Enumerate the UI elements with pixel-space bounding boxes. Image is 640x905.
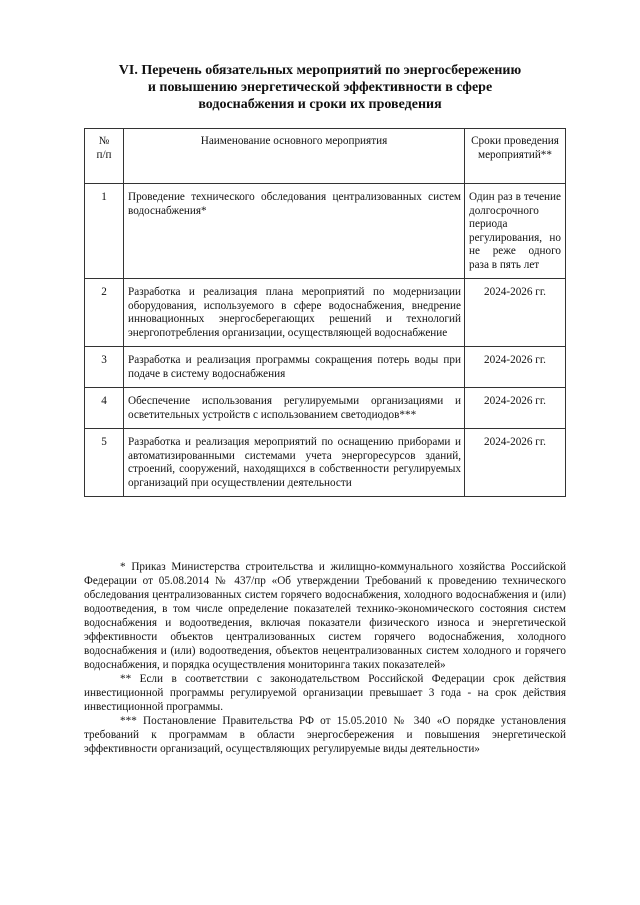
header-term-line: мероприятий** xyxy=(478,148,552,161)
row-number: 4 xyxy=(85,388,124,429)
header-term xyxy=(465,129,566,184)
table-row xyxy=(85,279,566,347)
section-title xyxy=(80,62,560,113)
row-term: 2024-2026 гг. xyxy=(465,347,566,388)
table-row xyxy=(85,429,566,497)
table-row xyxy=(85,184,566,279)
row-term: 2024-2026 гг. xyxy=(465,388,566,429)
section-title-line: VI. Перечень обязательных мероприятий по энергосбережению xyxy=(118,63,522,78)
row-name: Обеспечение использования регулируемыми организациями и осветительных устройств с использованием светодиодов*** xyxy=(124,388,465,429)
footnote: ** Если в соответствии с законодательством Российской Федерации срок действия инвестиционной программы регулируемой организации превышает 3 года - на срок действия инвестиционной программы. xyxy=(84,673,566,713)
row-name: Разработка и реализация плана мероприятий по модернизации оборудования, используемого в сфере водоснабжения, внедрение инновационных энергосберегающих решений и технологий энергопотребления организации, осуществляющей водоснабжение xyxy=(124,279,465,347)
section-title-line: водоснабжения и сроки их проведения xyxy=(198,97,442,112)
row-term: 2024-2026 гг. xyxy=(465,279,566,347)
row-name: Проведение технического обследования централизованных систем водоснабжения* xyxy=(124,184,465,279)
header-term-line: Сроки проведения xyxy=(471,135,559,147)
row-number: 1 xyxy=(85,184,124,279)
header-number-line: № xyxy=(98,135,110,147)
footnote: *** Постановление Правительства РФ от 15.05.2010 № 340 «О порядке установления требований к программам в области энергосбережения и повышения энергетической эффективности организаций, осуществляющих регулируемые виды деятельности» xyxy=(84,715,566,755)
row-number: 5 xyxy=(85,429,124,497)
header-number-line: п/п xyxy=(96,148,112,161)
footnote: * Приказ Министерства строительства и жилищно-коммунального хозяйства Российской Федерации от 05.08.2014 № 437/пр «Об утверждении Требований к проведению технического обследования централизованных систем горячего водоснабжения, холодного водоснабжения и (или) водоотведения, в том числе определение показателей технико-экономического состояния систем водоснабжения и водоотведения, включая показатели физического износа и энергетической эффективности объектов централизованных систем горячего водоснабжения, холодного водоснабжения и (или) водоотведения, объектов нецентрализованных систем холодного и горячего водоснабжения, и порядка осуществления мониторинга таких показателей» xyxy=(84,561,566,671)
measures-table xyxy=(84,128,566,497)
table-row xyxy=(85,347,566,388)
table-header-row xyxy=(85,129,566,184)
row-name: Разработка и реализация программы сокращения потерь воды при подаче в систему водоснабжения xyxy=(124,347,465,388)
row-name: Разработка и реализация мероприятий по оснащению приборами и автоматизированными системами учета энергоресурсов зданий, строений, сооружений, находящихся в собственности регулируемых организаций при осуществлении деятельности xyxy=(124,429,465,497)
row-number: 2 xyxy=(85,279,124,347)
footnotes xyxy=(84,560,566,756)
table-row xyxy=(85,388,566,429)
header-number xyxy=(85,129,124,184)
row-term: Один раз в течение долгосрочного периода регулирования, но не реже одного раза в пять лет xyxy=(465,184,566,279)
section-title-line: и повышению энергетической эффективности в сфере xyxy=(147,80,493,95)
row-number: 3 xyxy=(85,347,124,388)
row-term: 2024-2026 гг. xyxy=(465,429,566,497)
header-name: Наименование основного мероприятия xyxy=(124,129,465,184)
